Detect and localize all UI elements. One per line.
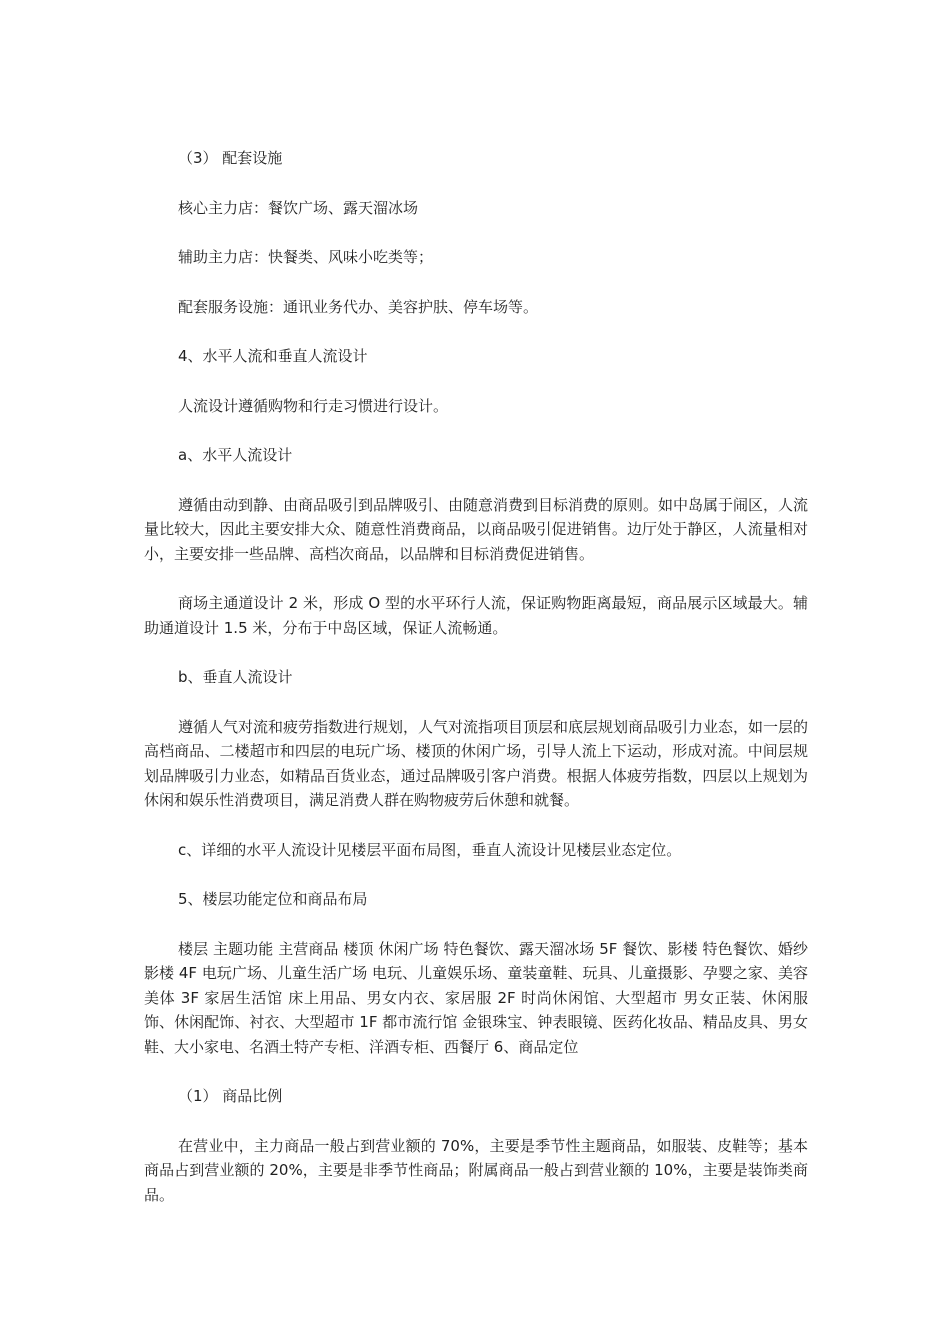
paragraph-product-ratio: 在营业中，主力商品一般占到营业额的 70%，主要是季节性主题商品，如服装、皮鞋等；基本商品占到营业额的 20%，主要是非季节性商品；附属商品一般占到营业额的 10%，主要是装饰类商品。	[144, 1136, 808, 1204]
paragraph-floor-table-text: 楼层 主题功能 主营商品 楼顶 休闲广场 特色餐饮、露天溜冰场 5F 餐饮、影楼 特色餐饮、婚纱影楼 4F 电玩广场、儿童生活广场 电玩、儿童娱乐场、童装童鞋、玩具、儿童摄影、孕婴之家、美容美体 3F 家居生活馆 床上用品、男女内衣、家居服 2F 时尚休闲馆、大型超市 男女正装、休闲服饰、休闲配饰、衬衣、大型超市 1F 都市流行馆 金银珠宝、钟表眼镜、医药化妆品、精品皮具、男女鞋、大小家电、名酒土特产专柜、洋酒专柜、西餐厅 6、商品定位	[144, 939, 808, 1056]
paragraph-service-facilities: 配套服务设施：通讯业务代办、美容护肤、停车场等。	[178, 297, 539, 316]
subheading-product-ratio: （1） 商品比例	[178, 1087, 283, 1105]
section-heading-traffic-flow: 4、水平人流和垂直人流设计	[178, 347, 368, 365]
paragraph-secondary-anchor-store: 辅助主力店：快餐类、风味小吃类等；	[178, 248, 434, 266]
paragraph-horizontal-flow: 遵循由动到静、由商品吸引到品牌吸引、由随意消费到目标消费的原则。如中岛属于闹区，人流量比较大，因此主要安排大众、随意性消费商品，以商品吸引促进销售。边厅处于静区，人流量相对小，主要安排一些品牌、高档次商品，以品牌和目标消费促进销售。	[144, 495, 809, 563]
subheading-horizontal-flow: a、水平人流设计	[178, 446, 293, 464]
paragraph-main-aisle: 商场主通道设计 2 米，形成 O 型的水平环行人流，保证购物距离最短，商品展示区域最大。辅助通道设计 1.5 米，分布于中岛区域，保证人流畅通。	[144, 594, 808, 637]
section-heading-facilities: （3） 配套设施	[178, 149, 283, 167]
subheading-vertical-flow: b、垂直人流设计	[178, 668, 293, 686]
paragraph-flow-principle: 人流设计遵循购物和行走习惯进行设计。	[178, 396, 449, 415]
paragraph-flow-reference: c、详细的水平人流设计见楼层平面布局图，垂直人流设计见楼层业态定位。	[178, 840, 682, 859]
section-heading-floor-layout: 5、楼层功能定位和商品布局	[178, 890, 368, 908]
paragraph-vertical-flow: 遵循人气对流和疲劳指数进行规划，人气对流指项目顶层和底层规划商品吸引力业态，如一层的高档商品、二楼超市和四层的电玩广场、楼顶的休闲广场，引导人流上下运动，形成对流。中间层规划品牌吸引力业态，如精品百货业态，通过品牌吸引客户消费。根据人体疲劳指数，四层以上规划为休闲和娱乐性消费项目，满足消费人群在购物疲劳后休憩和就餐。	[144, 717, 809, 809]
paragraph-core-anchor-store: 核心主力店：餐饮广场、露天溜冰场	[178, 198, 419, 217]
document-body	[144, 146, 808, 1207]
